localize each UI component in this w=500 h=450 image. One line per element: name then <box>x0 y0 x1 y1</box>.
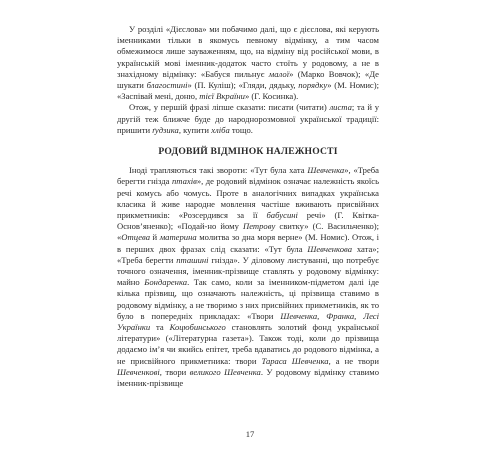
text-run: », де родовий відмінок означає належність якоїсь речі комусь або чомусь. Проте в аналогічних випадках українська класика й живе народне мовлення частіше вживають присвійних прикметників: «Розсердився за її <box>117 176 379 221</box>
text-run: ; та й у другій теж ближче буде до народнорозмовної української традиції: пришити <box>117 102 380 135</box>
document-page <box>117 24 379 389</box>
text-run: , купити <box>178 124 212 135</box>
paragraphs-bottom <box>117 165 379 389</box>
paragraphs-top <box>117 24 379 136</box>
italic-text: материна <box>159 232 197 243</box>
italic-text: тієї Вкраїни <box>199 91 245 102</box>
italic-text: Петрову <box>243 221 276 232</box>
text-run: й <box>150 232 160 243</box>
text-run: , а не твори <box>328 355 379 366</box>
italic-text: Бондаренка <box>144 277 188 288</box>
text-run: гнізда». У діловому листуванні, що потребує точного означення, іменник-прізвище ставлять у родовому відмінку: майно <box>117 254 379 288</box>
section-heading: РОДОВИЙ ВІДМІНОК НАЛЕЖНОСТІ <box>158 146 338 158</box>
italic-text: ґудзика <box>152 124 179 135</box>
text-run: . У родовому відмінку ставимо іменник-прізвище <box>117 366 379 389</box>
italic-text: хліба <box>211 124 230 135</box>
italic-text: птахів <box>171 176 197 187</box>
page-number: 17 <box>245 429 255 439</box>
text-run: Іноді трапляються такі звороти: «Тут була хата <box>129 165 308 176</box>
text-run: . Так само, коли за іменником-підметом далі іде кілька прізвищ, що означають належність, ці прізвища ставимо в родовому відмінку, а не творимо з них присвійних прикметників, як то було в попередніх прикладах: «Твори <box>117 277 380 321</box>
italic-text: листа <box>329 102 352 113</box>
italic-text: Шевченкові <box>117 366 160 377</box>
text-run: свитку» (С. Васильченко); « <box>117 221 380 243</box>
text-run: , твори <box>159 366 190 377</box>
italic-text: Тараса Шевченка <box>261 355 329 366</box>
italic-text: Шевченка <box>307 165 345 176</box>
text-run: » (Марко Вовчок); «Де шукати <box>117 68 379 91</box>
text-run: становлять золотий фонд української літератури» («Літературна газета»). Також тоді, коли до прізвища додаємо ім’я чи якийсь епітет, треба вдаватись до родового відмінка, а не присвійного прикметника: твори <box>117 322 379 366</box>
text-run: », «Треба берегти гнізда <box>117 165 379 187</box>
text-run: речі» (Г. Квітка-Основ’яненко); «Подай-но йому <box>117 210 379 232</box>
text-run: та <box>150 322 170 333</box>
text-run: тощо. <box>229 124 253 135</box>
italic-text: Шевченка, Франка, Лесі Українки <box>117 310 379 333</box>
text-run: Отож, у першій фразі ліпше сказати: писати (читати) <box>129 102 330 113</box>
italic-text: малої <box>268 68 290 79</box>
text-run: » (Г. Косинка). <box>244 91 299 102</box>
italic-text: великого Шевченка <box>189 366 261 377</box>
italic-text: Отцева <box>121 232 151 243</box>
paragraph <box>117 102 379 136</box>
text-run: У розділі «Дієслова» ми побачимо далі, що є дієслова, які керують іменниками тільки в якомусь певному відмінку, а тим часом обмежимося лише зауваженням, що, на відміну від російської мови, в українській мові іменник-додаток часто стоїть у родовому, а не в знахідному відмінку: «Бабуся пильнує <box>117 24 379 79</box>
italic-text: благостині <box>146 80 188 91</box>
text-run: » (П. Куліш); «Гляди, дядьку, <box>187 80 299 91</box>
italic-text: бабусині <box>266 210 298 221</box>
italic-text: Коцюбинського <box>169 322 226 333</box>
paragraph <box>117 24 379 102</box>
text-run: » (М. Номис); «Заспівай мені, доню, <box>117 80 379 102</box>
italic-text: порядку <box>298 80 328 91</box>
paragraph <box>117 165 379 389</box>
text-run: хата»; «Треба берегти <box>117 243 379 265</box>
text-run: молитва зо дна моря верне» (М. Номис). Отож, і в перших двох фразах слід сказати: «Тут була <box>117 232 379 254</box>
italic-text: пташині <box>176 254 209 265</box>
italic-text: Шевченкова <box>307 243 353 254</box>
